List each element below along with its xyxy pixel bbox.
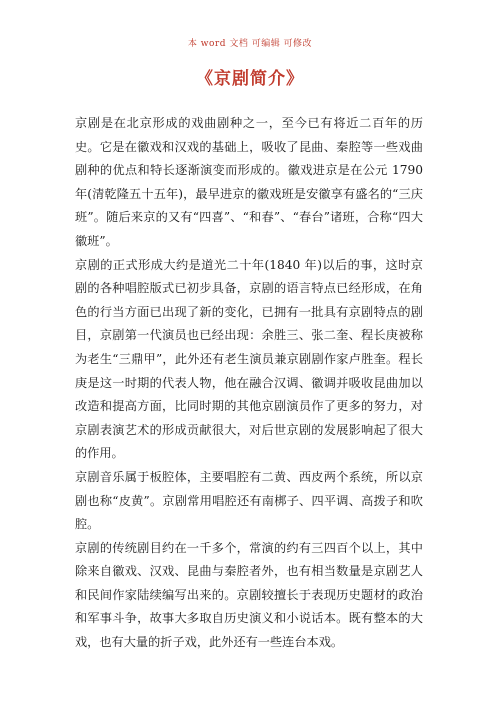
paragraph-music: 京剧音乐属于板腔体，主要唱腔有二黄、西皮两个系统，所以京剧也称“皮黄”。京剧常用唱腔还有南梆子、四平调、高拨子和吹腔。 xyxy=(75,469,423,532)
header-note: 本 word 文档 可编辑 可修改 xyxy=(187,39,313,49)
paragraph-formation: 京剧的正式形成大约是道光二十年(1840 年)以后的事，这时京剧的各种唱腔版式已初步具备，京剧的语言特点已经形成，在角色的行当方面已出现了新的变化，已拥有一批具有京剧特点的剧目，京剧第一代演员也已经出现：余胜三、张二奎、程长庚被称为老生“三鼎甲”，此外还有老生演员兼京剧剧作家卢胜奎。程长庚是这一时期的代表人物，他在融合汉调、徽调并吸收昆曲加以改造和提高方面，比同时期的其他京剧演员作了更多的努力，对京剧表演艺术的形成贡献很大，对后世京剧的发展影响起了很大的作用。 xyxy=(75,257,423,461)
document-body xyxy=(75,112,423,655)
document-title: 《京剧简介》 xyxy=(196,69,304,89)
paragraph-repertoire: 京剧的传统剧目约在一千多个，常演的约有三四百个以上，其中除来自徽戏、汉戏、昆曲与秦腔者外，也有相当数量是京剧艺人和民间作家陆续编写出来的。京剧较擅长于表现历史题材的政治和军事斗争，故事大多取自历史演义和小说话本。既有整本的大戏，也有大量的折子戏，此外还有一些连台本戏。 xyxy=(75,540,423,650)
paragraph-history: 京剧是在北京形成的戏曲剧种之一，至今已有将近二百年的历史。它是在徽戏和汉戏的基础上，吸收了昆曲、秦腔等一些戏曲剧种的优点和特长逐渐演变而形成的。徽戏进京是在公元 1790 年(清乾隆五十五年)，最早进京的徽戏班是安徽享有盛名的“三庆班”。随后来京的又有“四喜”、“和春”、“春台”诸班，合称“四大徽班”。 xyxy=(75,116,423,248)
